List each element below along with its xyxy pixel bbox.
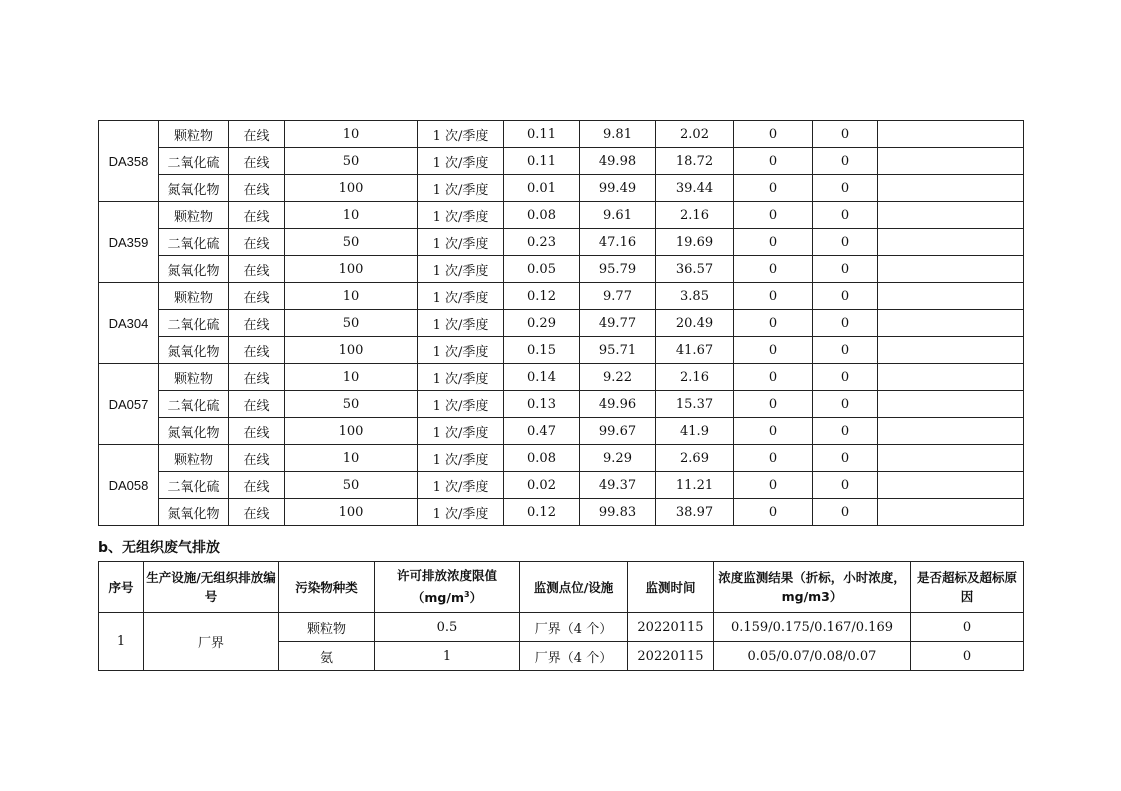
cell-limit: 0.5 <box>375 613 520 642</box>
cell-c3 <box>878 418 1024 445</box>
cell-c2: 0 <box>813 175 878 202</box>
cell-c3 <box>878 202 1024 229</box>
cell-c2: 0 <box>813 256 878 283</box>
cell-c2: 0 <box>813 310 878 337</box>
cell-min: 0.14 <box>504 364 580 391</box>
cell-c3 <box>878 337 1024 364</box>
table-row <box>99 283 1024 310</box>
cell-pollutant: 氮氧化物 <box>159 175 229 202</box>
cell-freq: 1 次/季度 <box>418 391 504 418</box>
cell-c2: 0 <box>813 472 878 499</box>
cell-limit: 50 <box>285 472 418 499</box>
cell-min: 0.13 <box>504 391 580 418</box>
cell-min: 0.08 <box>504 202 580 229</box>
header-limit <box>375 562 520 613</box>
cell-c1: 0 <box>734 256 813 283</box>
table-row <box>99 256 1024 283</box>
cell-max: 49.77 <box>580 310 656 337</box>
cell-mode: 在线 <box>229 337 285 364</box>
table-row <box>99 391 1024 418</box>
table-row <box>99 445 1024 472</box>
cell-exceed: 0 <box>911 613 1024 642</box>
cell-limit: 10 <box>285 364 418 391</box>
cell-min: 0.08 <box>504 445 580 472</box>
cell-limit: 100 <box>285 337 418 364</box>
cell-point: 厂界（4 个） <box>520 642 628 671</box>
cell-limit: 50 <box>285 310 418 337</box>
header-point: 监测点位/设施 <box>520 562 628 613</box>
header-limit-unit-post: ） <box>469 590 483 606</box>
cell-min: 0.02 <box>504 472 580 499</box>
header-limit-label: 许可排放浓度限值 <box>396 568 497 584</box>
cell-avg: 41.67 <box>656 337 734 364</box>
header-exceed: 是否超标及超标原因 <box>911 562 1024 613</box>
cell-avg: 11.21 <box>656 472 734 499</box>
cell-c1: 0 <box>734 364 813 391</box>
cell-mode: 在线 <box>229 472 285 499</box>
cell-min: 0.11 <box>504 148 580 175</box>
cell-c2: 0 <box>813 418 878 445</box>
table-row <box>99 121 1024 148</box>
header-result: 浓度监测结果（折标，小时浓度，mg/m3） <box>714 562 911 613</box>
cell-avg: 36.57 <box>656 256 734 283</box>
cell-c2: 0 <box>813 229 878 256</box>
cell-pollutant: 氮氧化物 <box>159 256 229 283</box>
cell-c3 <box>878 121 1024 148</box>
emission-table-a <box>98 120 1024 526</box>
cell-freq: 1 次/季度 <box>418 337 504 364</box>
cell-point: 厂界（4 个） <box>520 613 628 642</box>
table-row <box>99 175 1024 202</box>
cell-exceed: 0 <box>911 642 1024 671</box>
cell-freq: 1 次/季度 <box>418 418 504 445</box>
cell-avg: 19.69 <box>656 229 734 256</box>
cell-freq: 1 次/季度 <box>418 202 504 229</box>
cell-c3 <box>878 256 1024 283</box>
cell-freq: 1 次/季度 <box>418 121 504 148</box>
header-time: 监测时间 <box>628 562 714 613</box>
cell-min: 0.12 <box>504 283 580 310</box>
cell-pollutant: 二氧化硫 <box>159 472 229 499</box>
cell-max: 49.37 <box>580 472 656 499</box>
cell-mode: 在线 <box>229 310 285 337</box>
cell-c3 <box>878 472 1024 499</box>
cell-avg: 39.44 <box>656 175 734 202</box>
cell-freq: 1 次/季度 <box>418 175 504 202</box>
cell-c1: 0 <box>734 310 813 337</box>
cell-max: 95.71 <box>580 337 656 364</box>
cell-c3 <box>878 499 1024 526</box>
cell-max: 99.67 <box>580 418 656 445</box>
cell-avg: 2.16 <box>656 364 734 391</box>
cell-limit: 10 <box>285 202 418 229</box>
cell-max: 95.79 <box>580 256 656 283</box>
cell-result: 0.159/0.175/0.167/0.169 <box>714 613 911 642</box>
section-b-title: b、无组织废气排放 <box>98 540 221 556</box>
cell-limit: 10 <box>285 121 418 148</box>
cell-c3 <box>878 391 1024 418</box>
cell-max: 9.81 <box>580 121 656 148</box>
outlet-id-cell: DA057 <box>99 364 159 445</box>
cell-c2: 0 <box>813 445 878 472</box>
cell-c2: 0 <box>813 499 878 526</box>
cell-seq: 1 <box>99 613 144 671</box>
cell-c3 <box>878 148 1024 175</box>
table-row <box>99 499 1024 526</box>
cell-mode: 在线 <box>229 121 285 148</box>
cell-limit: 50 <box>285 391 418 418</box>
cell-facility: 厂界 <box>144 613 279 671</box>
cell-freq: 1 次/季度 <box>418 256 504 283</box>
cell-mode: 在线 <box>229 229 285 256</box>
cell-c1: 0 <box>734 418 813 445</box>
table-row <box>99 418 1024 445</box>
cell-mode: 在线 <box>229 283 285 310</box>
cell-c1: 0 <box>734 391 813 418</box>
cell-limit: 100 <box>285 256 418 283</box>
cell-min: 0.15 <box>504 337 580 364</box>
cell-mode: 在线 <box>229 202 285 229</box>
cell-c1: 0 <box>734 499 813 526</box>
header-limit-unit-sup: 3 <box>463 590 470 600</box>
outlet-id-cell: DA304 <box>99 283 159 364</box>
cell-avg: 2.69 <box>656 445 734 472</box>
cell-pollutant: 二氧化硫 <box>159 391 229 418</box>
cell-c3 <box>878 229 1024 256</box>
cell-pollutant: 氮氧化物 <box>159 418 229 445</box>
cell-pollutant: 二氧化硫 <box>159 310 229 337</box>
cell-pollutant: 二氧化硫 <box>159 229 229 256</box>
cell-avg: 38.97 <box>656 499 734 526</box>
cell-c2: 0 <box>813 364 878 391</box>
cell-freq: 1 次/季度 <box>418 148 504 175</box>
cell-freq: 1 次/季度 <box>418 229 504 256</box>
cell-mode: 在线 <box>229 364 285 391</box>
cell-min: 0.01 <box>504 175 580 202</box>
cell-avg: 41.9 <box>656 418 734 445</box>
cell-min: 0.11 <box>504 121 580 148</box>
cell-time: 20220115 <box>628 613 714 642</box>
header-pollutant: 污染物种类 <box>279 562 375 613</box>
cell-max: 99.83 <box>580 499 656 526</box>
outlet-id-cell: DA358 <box>99 121 159 202</box>
cell-pollutant: 氮氧化物 <box>159 499 229 526</box>
cell-time: 20220115 <box>628 642 714 671</box>
cell-max: 99.49 <box>580 175 656 202</box>
cell-avg: 3.85 <box>656 283 734 310</box>
outlet-id-cell: DA058 <box>99 445 159 526</box>
cell-avg: 18.72 <box>656 148 734 175</box>
cell-min: 0.47 <box>504 418 580 445</box>
cell-limit: 50 <box>285 229 418 256</box>
cell-c2: 0 <box>813 283 878 310</box>
cell-pollutant: 氮氧化物 <box>159 337 229 364</box>
cell-pollutant: 颗粒物 <box>279 613 375 642</box>
header-facility: 生产设施/无组织排放编号 <box>144 562 279 613</box>
cell-c1: 0 <box>734 472 813 499</box>
cell-c1: 0 <box>734 229 813 256</box>
cell-pollutant: 颗粒物 <box>159 445 229 472</box>
table-row <box>99 202 1024 229</box>
cell-c1: 0 <box>734 445 813 472</box>
cell-mode: 在线 <box>229 499 285 526</box>
cell-c3 <box>878 445 1024 472</box>
cell-max: 49.98 <box>580 148 656 175</box>
cell-max: 9.77 <box>580 283 656 310</box>
cell-c1: 0 <box>734 121 813 148</box>
cell-min: 0.23 <box>504 229 580 256</box>
cell-result: 0.05/0.07/0.08/0.07 <box>714 642 911 671</box>
cell-c1: 0 <box>734 337 813 364</box>
table-row <box>99 337 1024 364</box>
cell-c3 <box>878 283 1024 310</box>
cell-c1: 0 <box>734 202 813 229</box>
cell-min: 0.29 <box>504 310 580 337</box>
cell-c1: 0 <box>734 148 813 175</box>
table-row <box>99 472 1024 499</box>
cell-avg: 20.49 <box>656 310 734 337</box>
cell-pollutant: 颗粒物 <box>159 202 229 229</box>
cell-c2: 0 <box>813 337 878 364</box>
cell-max: 9.29 <box>580 445 656 472</box>
cell-c3 <box>878 364 1024 391</box>
cell-limit: 10 <box>285 445 418 472</box>
cell-c2: 0 <box>813 121 878 148</box>
cell-freq: 1 次/季度 <box>418 283 504 310</box>
cell-freq: 1 次/季度 <box>418 499 504 526</box>
table-row <box>99 310 1024 337</box>
table-row <box>99 229 1024 256</box>
cell-pollutant: 二氧化硫 <box>159 148 229 175</box>
cell-limit: 100 <box>285 175 418 202</box>
cell-freq: 1 次/季度 <box>418 472 504 499</box>
cell-max: 49.96 <box>580 391 656 418</box>
cell-c1: 0 <box>734 283 813 310</box>
header-limit-unit-pre: （mg/m <box>411 590 464 606</box>
cell-limit: 50 <box>285 148 418 175</box>
cell-pollutant: 颗粒物 <box>159 364 229 391</box>
cell-c2: 0 <box>813 148 878 175</box>
cell-c2: 0 <box>813 202 878 229</box>
cell-avg: 2.16 <box>656 202 734 229</box>
cell-pollutant: 氨 <box>279 642 375 671</box>
cell-avg: 2.02 <box>656 121 734 148</box>
cell-max: 9.22 <box>580 364 656 391</box>
cell-limit: 10 <box>285 283 418 310</box>
table-row <box>99 148 1024 175</box>
cell-mode: 在线 <box>229 175 285 202</box>
cell-mode: 在线 <box>229 256 285 283</box>
cell-min: 0.12 <box>504 499 580 526</box>
fugitive-emission-table <box>98 561 1024 671</box>
cell-limit: 100 <box>285 499 418 526</box>
cell-c3 <box>878 310 1024 337</box>
cell-mode: 在线 <box>229 418 285 445</box>
table-row <box>99 613 1024 642</box>
cell-c3 <box>878 175 1024 202</box>
cell-min: 0.05 <box>504 256 580 283</box>
cell-c2: 0 <box>813 391 878 418</box>
cell-avg: 15.37 <box>656 391 734 418</box>
cell-pollutant: 颗粒物 <box>159 121 229 148</box>
cell-c1: 0 <box>734 175 813 202</box>
table-header-row <box>99 562 1024 613</box>
cell-mode: 在线 <box>229 391 285 418</box>
outlet-id-cell: DA359 <box>99 202 159 283</box>
cell-max: 9.61 <box>580 202 656 229</box>
cell-freq: 1 次/季度 <box>418 364 504 391</box>
cell-max: 47.16 <box>580 229 656 256</box>
header-seq: 序号 <box>99 562 144 613</box>
cell-mode: 在线 <box>229 148 285 175</box>
cell-mode: 在线 <box>229 445 285 472</box>
table-row <box>99 364 1024 391</box>
cell-pollutant: 颗粒物 <box>159 283 229 310</box>
cell-freq: 1 次/季度 <box>418 310 504 337</box>
cell-limit: 100 <box>285 418 418 445</box>
cell-limit: 1 <box>375 642 520 671</box>
cell-freq: 1 次/季度 <box>418 445 504 472</box>
